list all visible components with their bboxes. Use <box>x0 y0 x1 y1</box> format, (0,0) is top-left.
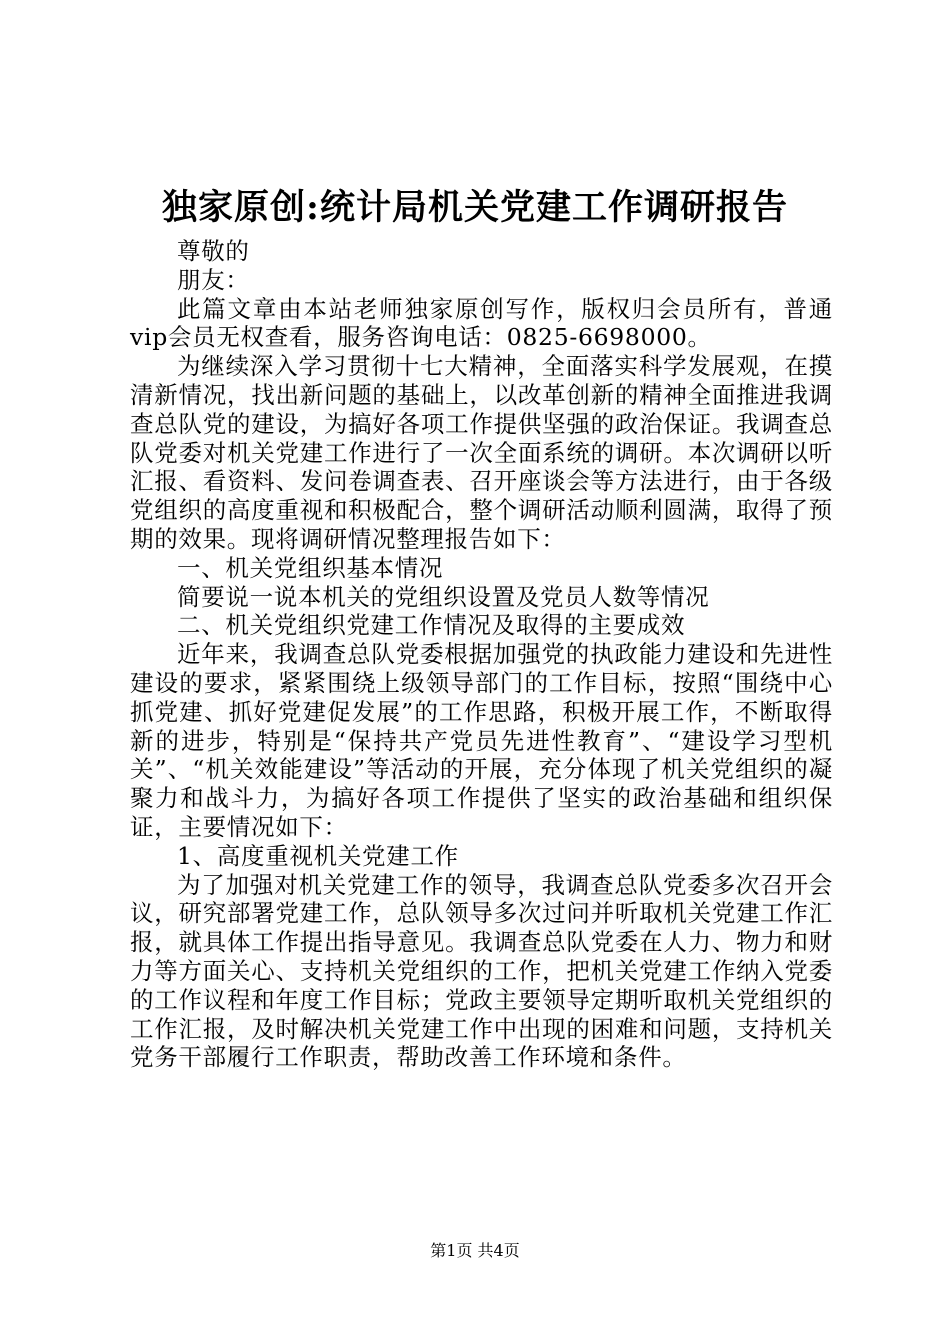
page-footer: 第1页 共4页 <box>430 1241 520 1260</box>
paragraph-section-2: 近年来，我调查总队党委根据加强党的执政能力建设和先进性建设的要求，紧紧围绕上级领导部门的工作目标，按照“围绕中心抓党建、抓好党建促发展”的工作思路，积极开展工作，不断取得新的进步，特别是“保持共产党员先进性教育”、“建设学习型机关”、“机关效能建设”等活动的开展，充分体现了机关党组织的凝聚力和战斗力，为搞好各项工作提供了坚实的政治基础和组织保证，主要情况如下： <box>130 640 833 841</box>
document-body <box>130 237 833 1072</box>
subsection-heading-1: 1、高度重视机关党建工作 <box>177 841 459 870</box>
paragraph-subsection-1: 为了加强对机关党建工作的领导，我调查总队党委多次召开会议，研究部署党建工作，总队领导多次过问并听取机关党建工作汇报，就具体工作提出指导意见。我调查总队党委在人力、物力和财力等方面关心、支持机关党组织的工作，把机关党建工作纳入党委的工作议程和年度工作目标；党政主要领导定期听取机关党组织的工作汇报，及时解决机关党建工作中出现的困难和问题，支持机关党务干部履行工作职责，帮助改善工作环境和条件。 <box>130 870 833 1072</box>
section-heading-2: 二、机关党组织党建工作情况及取得的主要成效 <box>177 611 686 640</box>
paragraph-salutation-2: 朋友： <box>177 265 250 294</box>
paragraph-copyright-notice: 此篇文章由本站老师独家原创写作，版权归会员所有，普通vip会员无权查看，服务咨询电话：0825-6698000。 <box>130 294 833 352</box>
paragraph-salutation-1: 尊敬的 <box>177 237 250 265</box>
paragraph-section-1: 简要说一说本机关的党组织设置及党员人数等情况 <box>177 582 710 611</box>
section-heading-1: 一、机关党组织基本情况 <box>177 553 444 582</box>
paragraph-introduction: 为继续深入学习贯彻十七大精神，全面落实科学发展观，在摸清新情况，找出新问题的基础上，以改革创新的精神全面推进我调查总队党的建设，为搞好各项工作提供坚强的政治保证。我调查总队党委对机关党建工作进行了一次全面系统的调研。本次调研以听汇报、看资料、发问卷调查表、召开座谈会等方法进行，由于各级党组织的高度重视和积极配合，整个调研活动顺利圆满，取得了预期的效果。现将调研情况整理报告如下： <box>130 352 833 553</box>
page-title: 独家原创:统计局机关党建工作调研报告 <box>162 187 788 228</box>
